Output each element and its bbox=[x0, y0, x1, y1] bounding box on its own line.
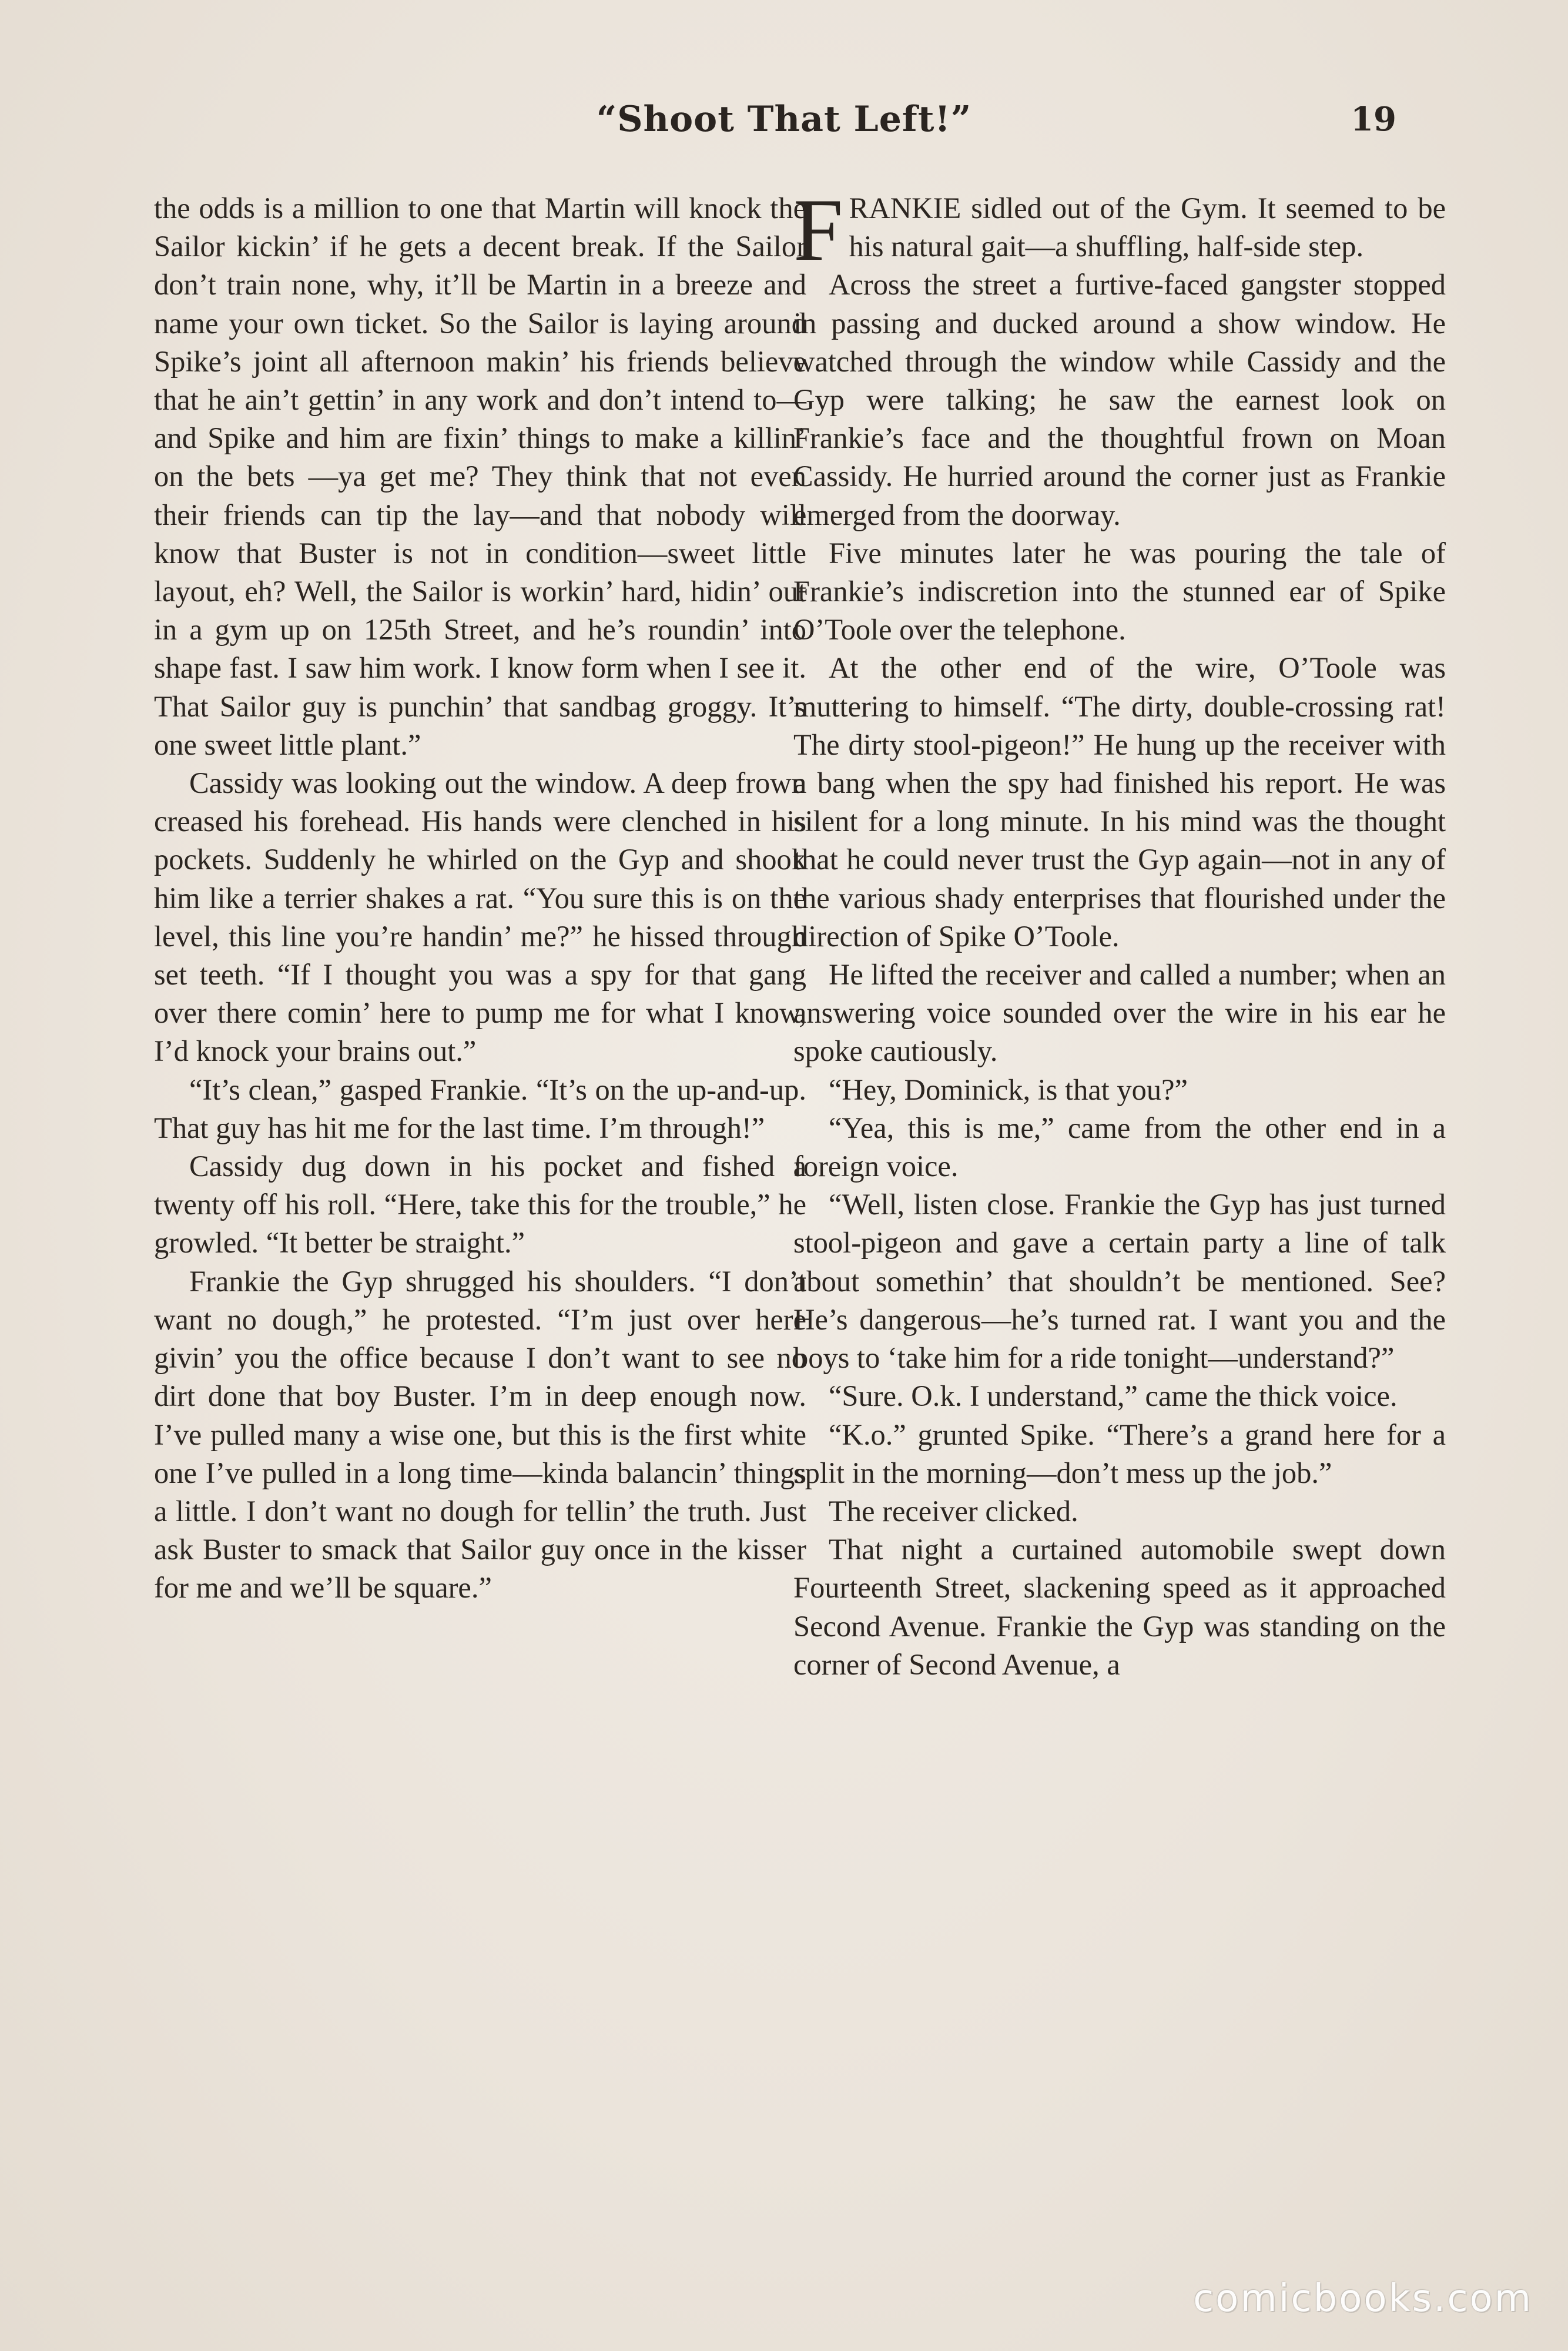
page-number: 19 bbox=[1351, 100, 1396, 139]
running-title: “Shoot That Left!” bbox=[596, 99, 972, 140]
paragraph: Frankie the Gyp shrugged his shoulders. “I don’t want no dough,” he protested. “I’m just over here givin’ you the office because I don’t want to see no dirt done that boy Buster. I’m in deep enough now. I’ve pulled many a wise one, but this is the first white one I’ve pulled in a long time—kinda balancin’ things a little. I don’t want no dough for tellin’ the truth. Just ask Buster to smack that Sailor guy once in the kisser for me and we’ll be square.” bbox=[154, 1264, 806, 1605]
opening-text: RANKIE sidled out of the Gym. It seemed to be his natural gait—a shuffling, half-side step. bbox=[849, 192, 1446, 263]
paragraph: Across the street a furtive-faced gangster stopped in passing and ducked around a show window. He watched through the window while Cassidy and the Gyp were talking; he saw the earnest look on Frankie’s face and the thoughtful frown on Moan Cassidy. He hurried around the corner just as Frankie emerged from the doorway. bbox=[793, 268, 1446, 531]
paragraph: “Yea, this is me,” came from the other end in a foreign voice. bbox=[793, 1111, 1446, 1183]
paragraph: “It’s clean,” gasped Frankie. “It’s on the up-and-up. That guy has hit me for the last time. I’m through!” bbox=[154, 1073, 806, 1144]
paragraph: “K.o.” grunted Spike. “There’s a grand here for a split in the morning—don’t mess up the job.” bbox=[793, 1418, 1446, 1489]
paragraph: The receiver clicked. bbox=[829, 1494, 1078, 1528]
watermark-logo: comicbooks.com bbox=[1192, 2277, 1533, 2320]
drop-cap: F bbox=[793, 180, 843, 279]
paragraph: He lifted the receiver and called a number; when an answering voice sounded over the wire in his ear he spoke cautiously. bbox=[793, 958, 1446, 1068]
paragraph: “Sure. O.k. I understand,” came the thick voice. bbox=[829, 1379, 1398, 1413]
paragraph: That night a curtained automobile swept down Fourteenth Street, slackening speed as it approached Second Avenue. Frankie the Gyp was standing on the corner of Second Avenue, a bbox=[793, 1533, 1446, 1681]
left-column bbox=[154, 189, 806, 2199]
paragraph: At the other end of the wire, O’Toole was muttering to himself. “The dirty, double-crossing rat! The dirty stool-pigeon!” He hung up the receiver with a bang when the spy had finished his report. He was silent for a long minute. In his mind was the thought that he could never trust the Gyp again—not in any of the various shady enterprises that flourished under the direction of Spike O’Toole. bbox=[793, 651, 1446, 953]
opening-paragraph bbox=[793, 180, 1446, 279]
paragraph: Five minutes later he was pouring the tale of Frankie’s indiscretion into the stunned ear of Spike O’Toole over the telephone. bbox=[793, 536, 1446, 647]
paragraph: “Well, listen close. Frankie the Gyp has just turned stool-pigeon and gave a certain party a line of talk about somethin’ that shouldn’t be mentioned. See? He’s dangerous—he’s turned rat. I want you and the boys to ‘take him for a ride tonight—understand?” bbox=[793, 1188, 1446, 1375]
paragraph: Cassidy was looking out the window. A deep frown creased his forehead. His hands were clenched in his pockets. Suddenly he whirled on the Gyp and shook him like a terrier shakes a rat. “You sure this is on the level, this line you’re handin’ me?” he hissed through set teeth. “If I thought you was a spy for that gang over there comin’ here to pump me for what I know, I’d knock your brains out.” bbox=[154, 766, 806, 1068]
paragraph: “Hey, Dominick, is that you?” bbox=[829, 1073, 1188, 1106]
paragraph: Cassidy dug down in his pocket and fished a twenty off his roll. “Here, take this for the trouble,” he growled. “It better be straight.” bbox=[154, 1150, 806, 1260]
paragraph: the odds is a million to one that Martin will knock the Sailor kickin’ if he gets a decent break. If the Sailor don’t train none, why, it’ll be Martin in a breeze and name your own ticket. So the Sailor is laying around Spike’s joint all afternoon makin’ his friends believe that he ain’t gettin’ in any work and don’t intend to—and Spike and him are fixin’ things to make a killin’ on the bets —ya get me? They think that not even their friends can tip the lay—and that nobody will know that Buster is not in condition—sweet little layout, eh? Well, the Sailor is workin’ hard, hidin’ out in a gym up on 125th Street, and he’s roundin’ into shape fast. I saw him work. I know form when I see it. That Sailor guy is punchin’ that sandbag groggy. It’s one sweet little plant.” bbox=[154, 192, 806, 761]
right-column bbox=[793, 180, 1446, 2199]
